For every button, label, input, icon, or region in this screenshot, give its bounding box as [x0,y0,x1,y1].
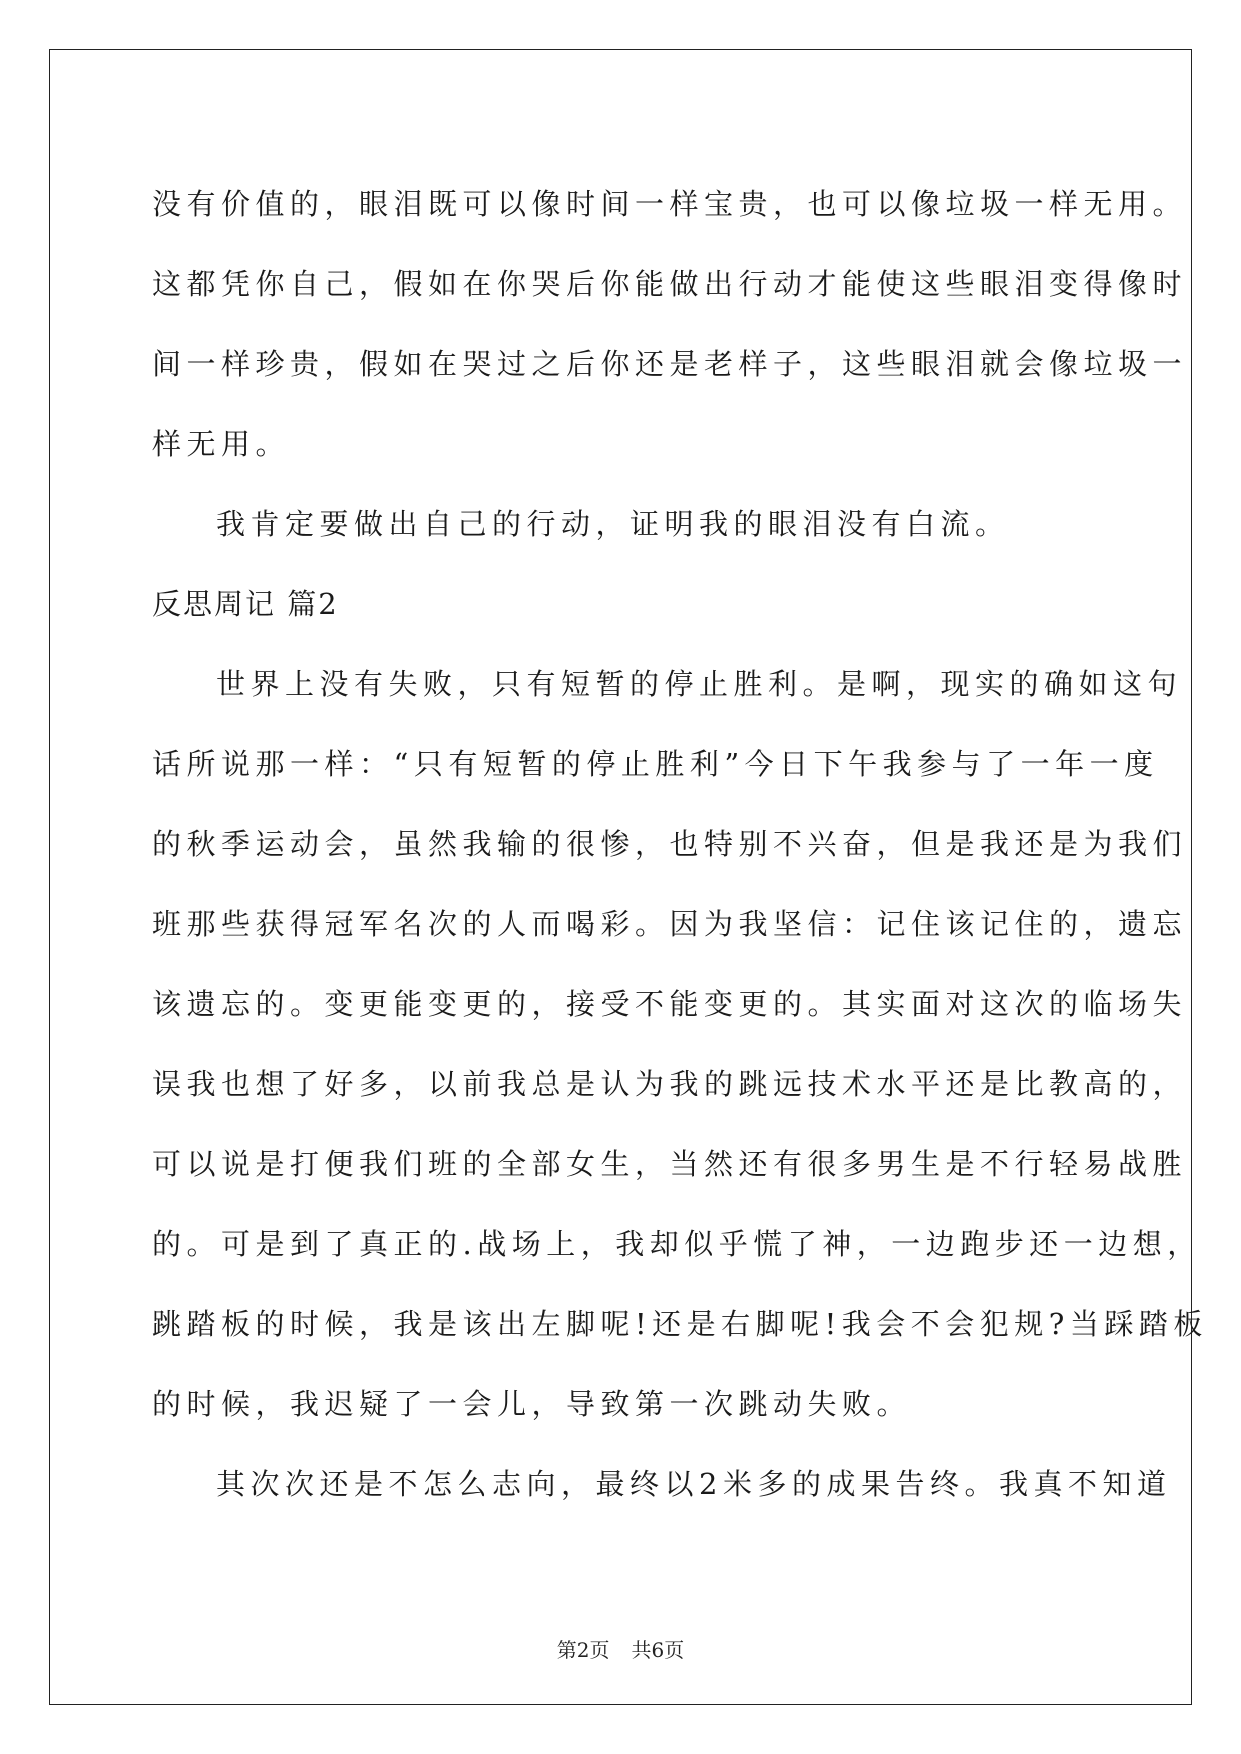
text-line: 的秋季运动会，虽然我输的很惨，也特别不兴奋，但是我还是为我们 [152,827,1188,861]
text-line: 误我也想了好多，以前我总是认为我的跳远技术水平还是比教高的， [152,1067,1188,1101]
text-line: 跳踏板的时候，我是该出左脚呢!还是右脚呢!我会不会犯规?当踩踏板 [152,1307,1208,1341]
section-heading: 反思周记 篇2 [152,587,339,621]
document-body [152,164,1208,1524]
text-line: 的时候，我迟疑了一会儿，导致第一次跳动失败。 [152,1387,912,1421]
text-line: 该遗忘的。变更能变更的，接受不能变更的。其实面对这次的临场失 [152,987,1188,1021]
text-line: 没有价值的，眼泪既可以像时间一样宝贵，也可以像垃圾一样无用。 [152,187,1188,221]
text-line: 我肯定要做出自己的行动，证明我的眼泪没有白流。 [216,507,1010,541]
text-line: 班那些获得冠军名次的人而喝彩。因为我坚信：记住该记住的，遗忘 [152,907,1188,941]
text-line: 世界上没有失败，只有短暂的停止胜利。是啊，现实的确如这句 [216,667,1183,701]
text-line: 样无用。 [152,427,291,461]
page-total: 共6页 [631,1638,685,1662]
text-line: 其次次还是不怎么志向，最终以2米多的成果告终。我真不知道 [216,1467,1172,1501]
text-line: 间一样珍贵，假如在哭过之后你还是老样子，这些眼泪就会像垃圾一 [152,347,1188,381]
text-line: 的。可是到了真正的.战场上，我却似乎慌了神，一边跑步还一边想， [152,1227,1202,1261]
page-footer [0,1634,1241,1663]
text-line: 话所说那一样：“只有短暂的停止胜利”今日下午我参与了一年一度 [152,747,1159,781]
page-number: 第2页 [556,1638,610,1662]
text-line: 可以说是打便我们班的全部女生，当然还有很多男生是不行轻易战胜 [152,1147,1188,1181]
text-line: 这都凭你自己，假如在你哭后你能做出行动才能使这些眼泪变得像时 [152,267,1188,301]
